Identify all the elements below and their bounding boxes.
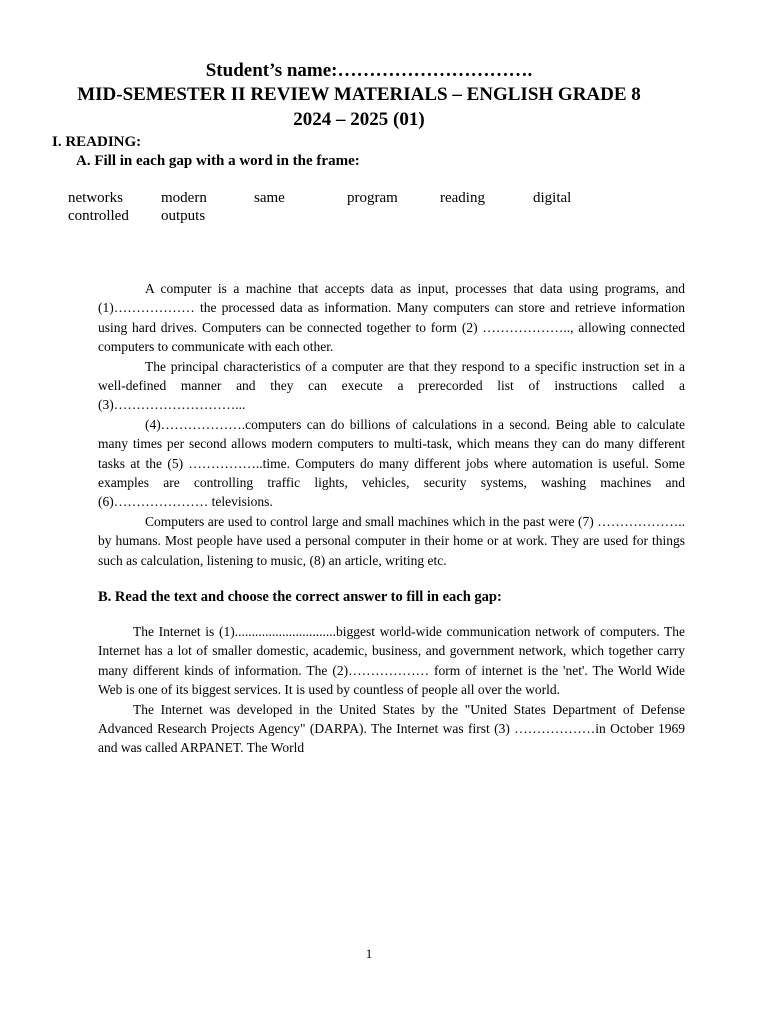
reading-passage-a [98,279,685,570]
reading-passage-b [98,622,685,758]
passage-paragraph: The principal characteristics of a computer are that they respond to a specific instruction set in a well-defined manner and they can execute a prerecorded list of instructions called a (3)………………………... [98,358,685,413]
word-frame-item: networks [68,190,123,206]
word-frame-item: outputs [161,208,206,224]
page-number: 1 [365,946,373,961]
word-frame-item: controlled [68,208,129,224]
passage-paragraph: The Internet is (1)..............................biggest world-wide communication network of computers. The Internet has a lot of smaller domestic, academic, business, and government network, which together carry many different kinds of information. The (2)……………… form of internet is the 'net'. The World Wide Web is one of its biggest services. It is used by countless of people all over the world. [98,624,685,698]
passage-paragraph: Computers are used to control large and small machines which in the past were (7) ……………….. by humans. Most people have used a personal computer in their home or at work. They are used for things such as calculation, listening to music, (8) an article, writing etc. [98,513,685,568]
task-b-instruction: B. Read the text and choose the correct answer to fill in each gap: [98,589,502,605]
word-frame [68,189,628,225]
student-name-line: Student’s name:…………………………. [205,60,533,81]
word-frame-item: reading [440,190,485,206]
word-frame-item: same [254,190,285,206]
passage-paragraph: (4)……………….computers can do billions of calculations in a second. Being able to calculate many times per second allows modern computers to multi-task, which means they can do many different tasks at the (5) ……………..time. Computers do many different jobs where automation is useful. Some examples are controlling traffic lights, vehicles, security systems, washing machines and (6)………………… televisions. [98,416,685,510]
task-a-instruction: A. Fill in each gap with a word in the frame: [76,153,360,169]
word-frame-item: program [347,190,398,206]
word-frame-item: modern [161,190,207,206]
section-heading-reading: I. READING: [52,134,142,150]
document-title: MID-SEMESTER II REVIEW MATERIALS – ENGLISH GRADE 8 [77,84,641,105]
passage-paragraph: The Internet was developed in the United States by the "United States Department of Defense Advanced Research Projects Agency" (DARPA). The Internet was first (3) ………………in October 1969 and was called ARPANET. The World [98,701,685,756]
word-frame-item: digital [533,190,572,206]
passage-paragraph: A computer is a machine that accepts data as input, processes that data using programs, and (1)……………… the processed data as information. Many computers can store and retrieve information using hard drives. Computers can be connected together to form (2) ……………….., allowing connected computers to communicate with each other. [98,281,685,355]
document-subtitle: 2024 – 2025 (01) [293,109,425,130]
